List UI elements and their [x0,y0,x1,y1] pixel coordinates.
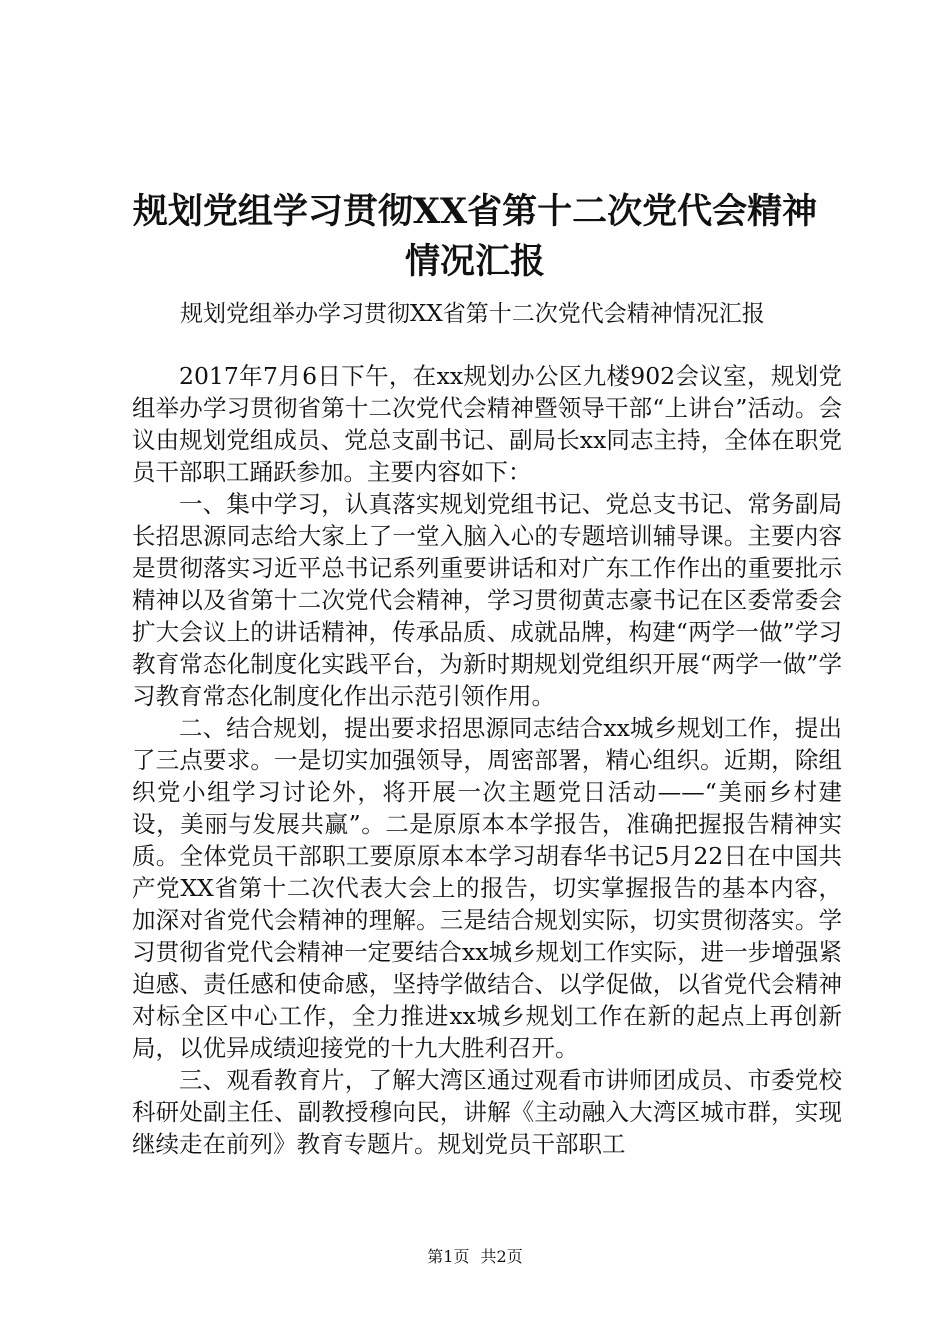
document-body [132,360,842,1160]
page-number: 第1页 [427,1247,470,1266]
document-title-line1: 规划党组学习贯彻XX省第十二次党代会精神 [132,191,818,232]
page-footer [0,1246,950,1268]
document-subtitle: 规划党组举办学习贯彻XX省第十二次党代会精神情况汇报 [180,301,765,327]
page-total: 共2页 [480,1247,523,1266]
paragraph-section-3: 三、观看教育片，了解大湾区通过观看市讲师团成员、市委党校科研处副主任、副教授穆向民，讲解《主动融入大湾区城市群，实现继续走在前列》教育专题片。规划党员干部职工 [132,1066,842,1158]
paragraph-section-2: 二、结合规划，提出要求招思源同志结合xx城乡规划工作，提出了三点要求。一是切实加强领导，周密部署，精心组织。近期，除组织党小组学习讨论外，将开展一次主题党日活动——“美丽乡村建设，美丽与发展共赢”。二是原原本本学报告，准确把握报告精神实质。全体党员干部职工要原原本本学习胡春华书记5月22日在中国共产党XX省第十二次代表大会上的报告，切实掌握报告的基本内容，加深对省党代会精神的理解。三是结合规划实际，切实贯彻落实。学习贯彻省党代会精神一定要结合xx城乡规划工作实际，进一步增强紧迫感、责任感和使命感，坚持学做结合、以学促做，以省党代会精神对标全区中心工作，全力推进xx城乡规划工作在新的起点上再创新局，以优异成绩迎接党的十九大胜利召开。 [132,714,842,1062]
document-title-line2: 情况汇报 [404,241,545,282]
paragraph-section-1: 一、集中学习，认真落实规划党组书记、党总支书记、常务副局长招思源同志给大家上了一堂入脑入心的专题培训辅导课。主要内容是贯彻落实习近平总书记系列重要讲话和对广东工作作出的重要批示精神以及省第十二次党代会精神，学习贯彻黄志豪书记在区委常委会扩大会议上的讲话精神，传承品质、成就品牌，构建“两学一做”学习教育常态化制度化实践平台，为新时期规划党组织开展“两学一做”学习教育常态化制度化作出示范引领作用。 [132,490,842,710]
paragraph-intro: 2017年7月6日下午，在xx规划办公区九楼902会议室，规划党组举办学习贯彻省第十二次党代会精神暨领导干部“上讲台”活动。会议由规划党组成员、党总支副书记、副局长xx同志主持，全体在职党员干部职工踊跃参加。主要内容如下： [132,362,842,486]
